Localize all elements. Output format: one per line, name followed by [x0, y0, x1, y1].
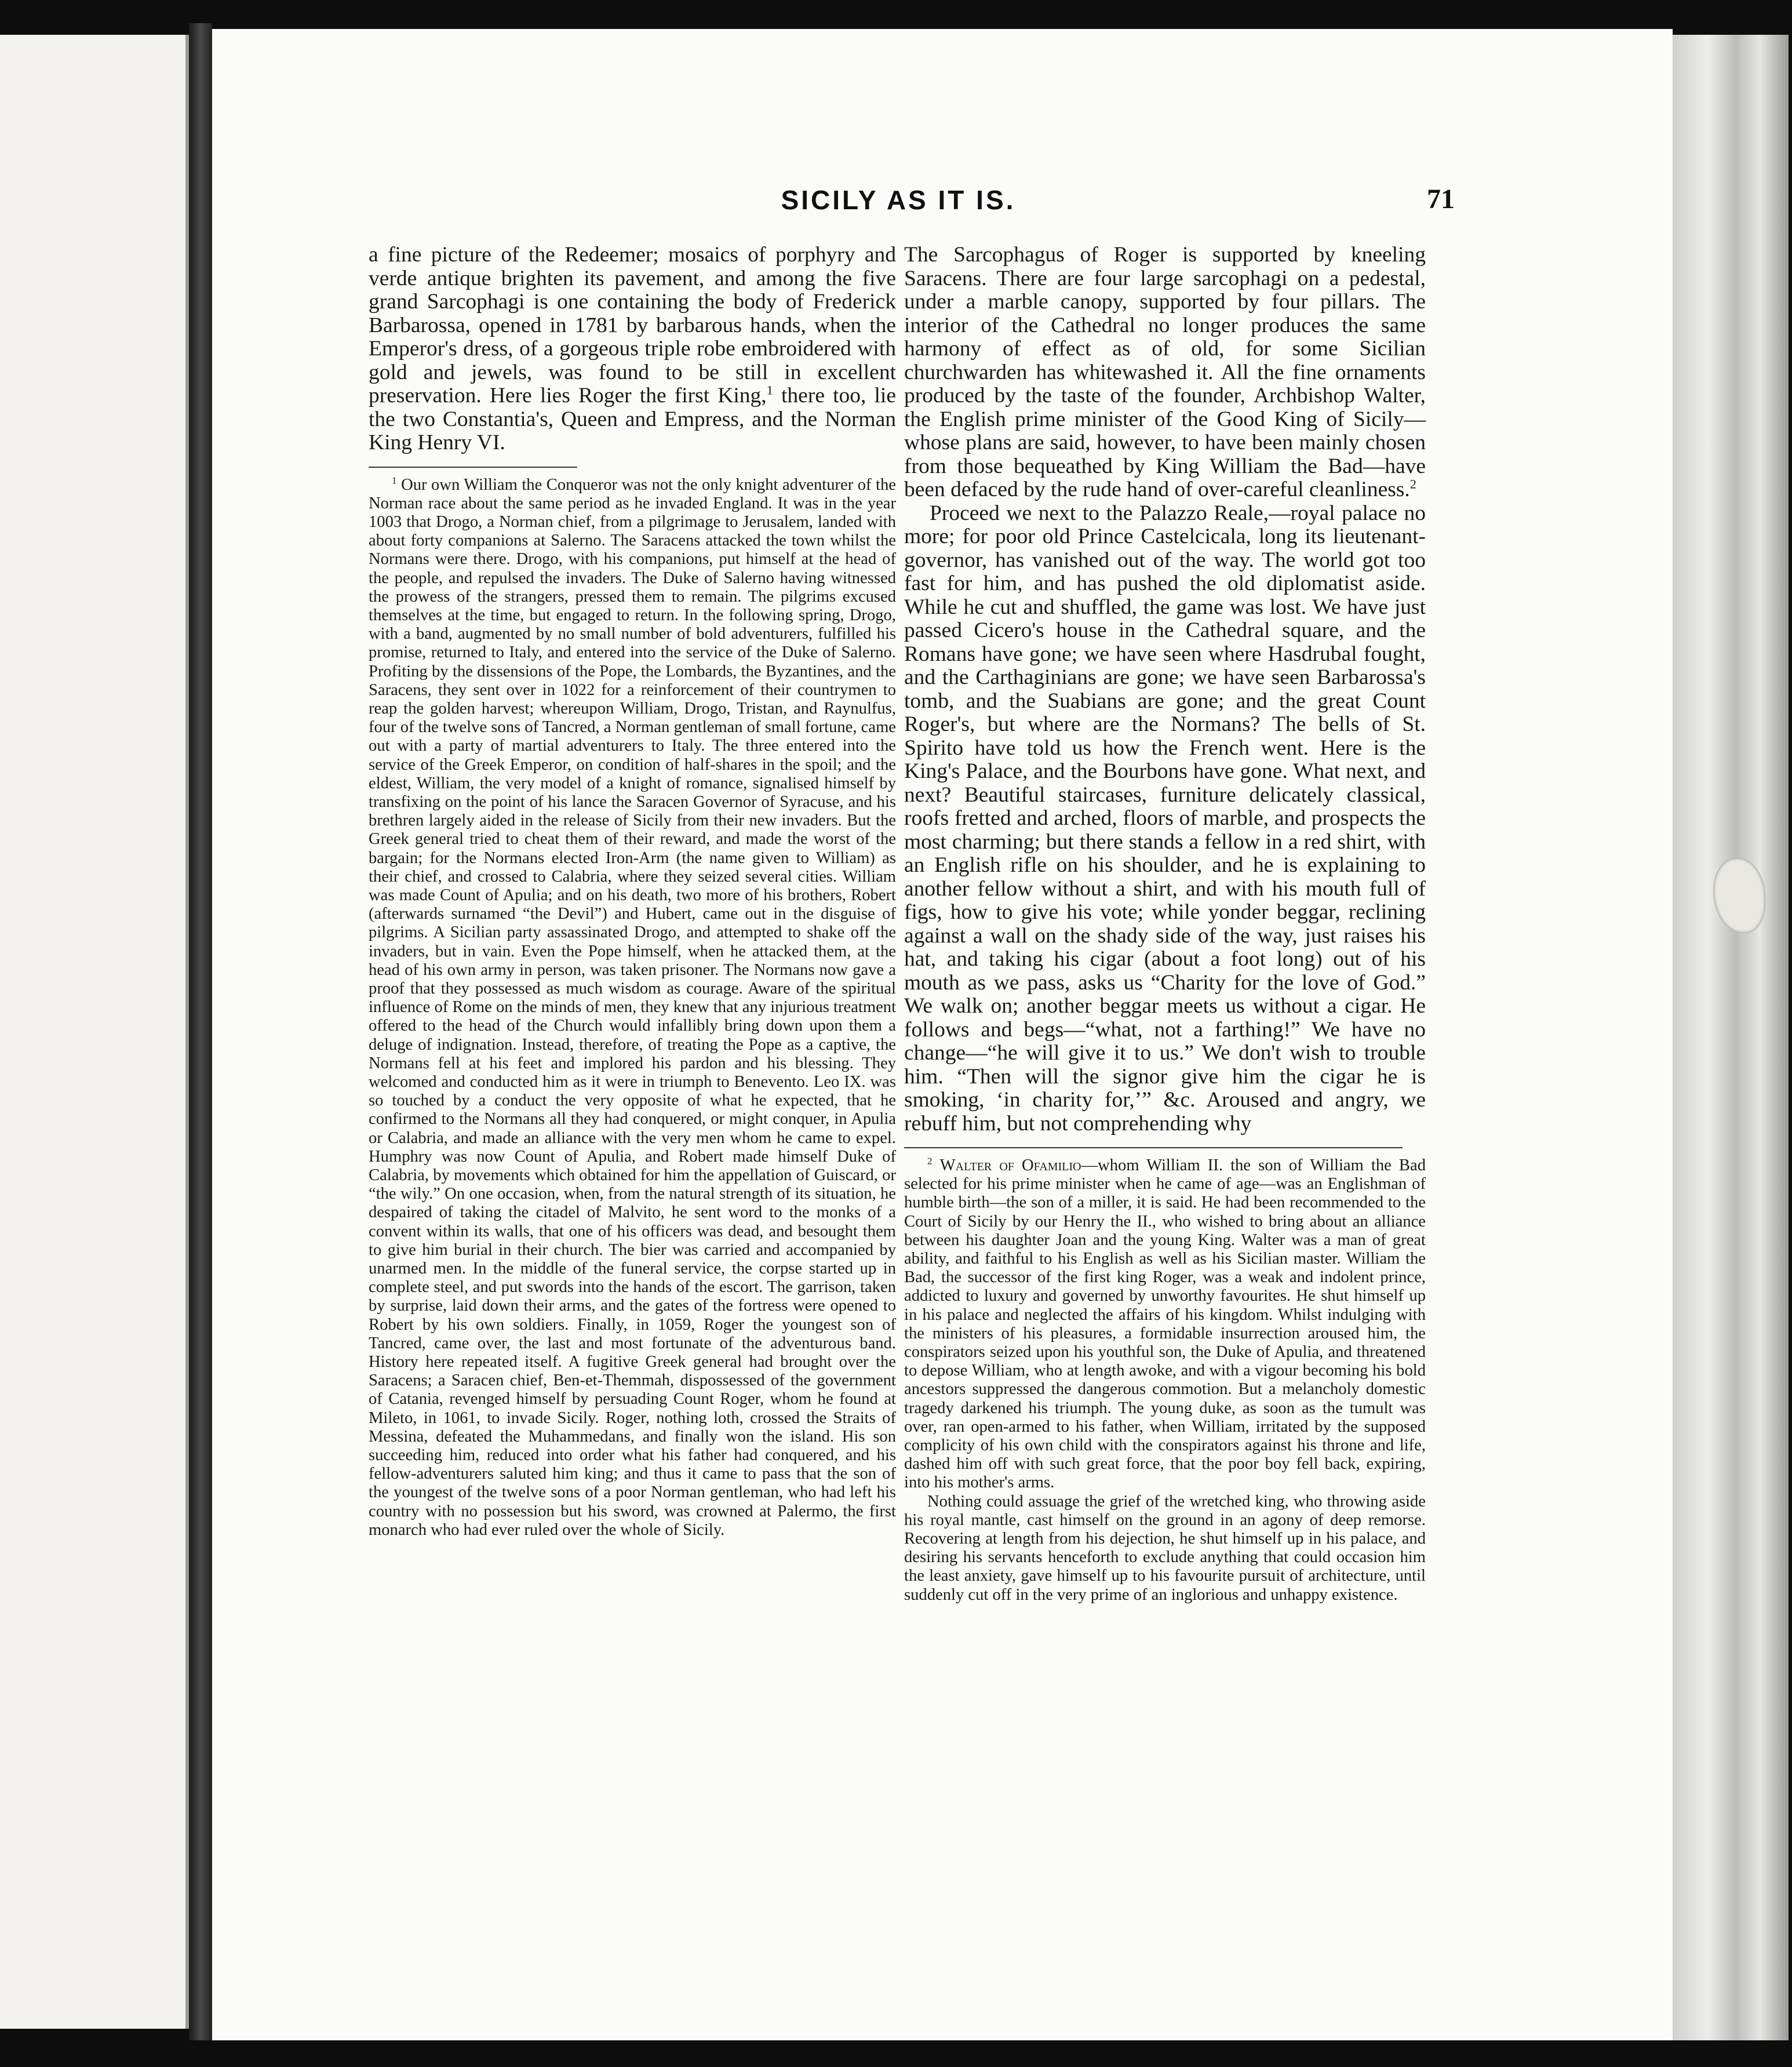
- body-paragraph: Proceed we next to the Palazzo Reale,—royal palace no more; for poor old Prince Castelcicala, long its lieutenant-governor, has vanished out of the way. The world got too fast for him, and has pushed the old diplomatist aside. While he cut and shuffled, the game was lost. We have just passed Cicero's house in the Cathedral square, and the Romans have gone; we have seen where Hasdrubal fought, and the Carthaginians are gone; we have seen Barbarossa's tomb, and the Suabians are gone; and the great Count Roger's, but where are the Normans? The bells of St. Spirito have told us how the French went. Here is the King's Palace, and the Bourbons have gone. What next, and next? Beautiful staircases, furniture delicately classical, roofs fretted and arched, floors of marble, and prospects the most charming; but there stands a fellow in a red shirt, with an English rifle on his shoulder, and he is explaining to another fellow without a shirt, and with his mouth full of figs, how to give his vote; while yonder beggar, reclining against a wall on the shady side of the way, just raises his hat, and taking his cigar (about a foot long) out of his mouth as we pass, asks us “Charity for the love of God.” We walk on; another beggar meets us without a cigar. He follows and begs—“what, not a farthing!” We have no change—“he will give it to us.” We don't wish to trouble him. “Then will the signor give him the cigar he is smoking, ‘in charity for,’” &c. Aroused and angry, we rebuff him, but not comprehending why: [904, 501, 1426, 1136]
- page-stack-edge: [1673, 35, 1789, 2040]
- footnote: $^1$ Our own William the Conqueror was not the only knight adventurer of the Norman race about the same period as he invaded England. It was in the year 1003 that Drogo, a Norman chief, from a pilgrimage to Jerusalem, landed with about forty companions at Salerno. The Saracens attacked the town whilst the Normans were there. Drogo, with his companions, put himself at the head of the people, and repulsed the invaders. The Duke of Salerno having witnessed the prowess of the strangers, pressed them to remain. The pilgrims excused themselves at the time, but engaged to return. In the following spring, Drogo, with a band, augmented by no small number of bold adventurers, fulfilled his promise, returned to Italy, and entered into the service of the Duke of Salerno. Profiting by the dissensions of the Pope, the Lombards, the Byzantines, and the Saracens, they sent over in 1022 for a reinforcement of their countrymen to reap the golden harvest; whereupon William, Drogo, Tristan, and Raynulfus, four of the twelve sons of Tancred, a Norman gentleman of small fortune, came out with a party of martial adventurers to Italy. The three entered into the service of the Greek Emperor, on condition of half-shares in the spoil; and the eldest, William, the very model of a knight of romance, signalised himself by transfixing on the point of his lance the Saracen Governor of Syracuse, and his brethren largely aided in the release of Sicily from their new invaders. But the Greek general tried to cheat them of their reward, and made the worst of the bargain; for the Normans elected Iron-Arm (the name given to William) as their chief, and crossed to Calabria, where they seized several cities. William was made Count of Apulia; and on his death, two more of his brothers, Robert (afterwards surnamed “the Devil”) and Hubert, came out in the disguise of pilgrims. A Sicilian party assassinated Drogo, and attempted to shake off the invaders, but in vain. Even the Pope himself, when he attacked them, at the head of his own army in person, was taken prisoner. The Normans now gave a proof that they possessed as much wisdom as courage. Aware of the spiritual influence of Rome on the minds of men, they knew that any injurious treatment offered to the head of the Church would infallibly bring down upon them a deluge of indignation. Instead, therefore, of treating the Pope as a captive, the Normans fell at his feet and implored his pardon and his blessing. They welcomed and conducted him as it were in triumph to Benevento. Leo IX. was so touched by a conduct the very opposite of what he expected, that he confirmed to the Normans all they had conquered, or might conquer, in Apulia or Calabria, and made an alliance with the very men whom he came to expel. Humphry was now Count of Apulia, and Robert made himself Duke of Calabria, by movements which obtained for him the appellation of Guiscard, or “the wily.” On one occasion, when, from the natural strength of its situation, he despaired of taking the citadel of Malvito, he sent word to the monks of a convent within its walls, that one of his officers was dead, and besought them to give him burial in their church. The bier was carried and accompanied by unarmed men. In the middle of the funeral service, the corpse started up in complete steel, and put swords into the hands of the escort. The garrison, taken by surprise, laid down their arms, and the gates of the fortress were opened to Robert by his own soldiers. Finally, in 1059, Roger the youngest son of Tancred, came over, the last and most fortunate of the adventurous band. History here repeated itself. A fugitive Greek general had brought over the Saracens; a Saracen chief, Ben-et-Themmah, dispossessed of the government of Catania, revenged himself by persuading Count Roger, whom he found at Mileto, in 1061, to invade Sicily. Roger, nothing loth, crossed the Straits of Messina, defeated the Muhammedans, and finally won the island. His son succeeding him, reduced into order what his father had conquered, and his fellow-adventurers saluted him king; and thus it came to pass that the son of the youngest of the twelve sons of a poor Norman gentleman, who had left his country with no possession but his sword, was crowned at Palermo, the first monarch who had ever ruled over the whole of Sicily.: [369, 474, 897, 1539]
- right-column: [904, 243, 1426, 1604]
- facing-page-edge: [0, 35, 189, 2029]
- body-paragraph: The Sarcophagus of Roger is supported by kneeling Saracens. There are four large sarcophagi on a pedestal, under a marble canopy, supported by four pillars. The interior of the Cathedral no longer produces the same harmony of effect as of old, for some Sicilian churchwarden has whitewashed it. All the fine ornaments produced by the taste of the founder, Archbishop Walter, the English prime minister of the Good King of Sicily—whose plans are said, however, to have been mainly chosen from those bequeathed by King William the Bad—have been defaced by the rude hand of over-careful cleanliness.$^2$: [904, 243, 1426, 501]
- footnote-marker: 2: [927, 1155, 933, 1167]
- footnote-ref: 2: [1409, 476, 1417, 492]
- page-number: 71: [1427, 184, 1455, 214]
- book-gutter: [189, 23, 212, 2040]
- footnote: $^2$ Walter of Ofamilio—whom William II. the son of William the Bad selected for his prime minister when he came of age—was an Englishman of humble birth—the son of a miller, it is said. He had been recommended to the Court of Sicily by our Henry the II., who wished to bring about an alliance between his daughter Joan and the young King. Walter was a man of great ability, and faithful to his English as well as his Sicilian master. William the Bad, the successor of the first king Roger, was a weak and indolent prince, addicted to luxury and governed by unworthy favourites. He shut himself up in his palace and neglected the affairs of his kingdom. Whilst indulging with the ministers of his pleasures, a formidable insurrection aroused him, the conspirators seized upon his youthful son, the Duke of Apulia, and threatened to depose William, who at length awoke, and with a vigour becoming his bold ancestors suppressed the dangerous commotion. But a melancholy domestic tragedy darkened his triumph. The young duke, as soon as the tumult was over, ran open-armed to his father, when William, irritated by the supposed complicity of his own child with the conspirators against his throne and life, dashed him off with such great force, that the poor boy fell back, expiring, into his mother's arms.: [904, 1155, 1426, 1492]
- footnote-marker: 1: [392, 474, 397, 486]
- footnote-ref: 1: [766, 383, 773, 398]
- footnote-rule: [904, 1147, 1403, 1148]
- body-paragraph: a fine picture of the Redeemer; mosaics of porphyry and verde antique brighten its pavement, and among the five grand Sarcophagi is one containing the body of Frederick Barbarossa, opened in 1781 by barbarous hands, when the Emperor's dress, of a gorgeous triple robe embroidered with gold and jewels, was found to be still in excellent preservation. Here lies Roger the first King,$^1$ there too, lie the two Constantia's, Queen and Empress, and the Norman King Henry VI.: [369, 243, 896, 454]
- footnote-continuation: Nothing could assuage the grief of the wretched king, who throwing aside his royal mantle, cast himself on the ground in an agony of deep remorse. Recovering at length from his dejection, he shut himself up in his palace, and desiring his servants henceforth to exclude anything that could occasion him the least anxiety, gave himself up to his favourite pursuit of architecture, until suddenly cut off in the very prime of an inglorious and unhappy existence.: [904, 1492, 1426, 1604]
- footnote-rule: [369, 467, 577, 468]
- left-column: [369, 243, 896, 1540]
- footnote-name: Walter of Ofamilio: [939, 1156, 1081, 1174]
- running-head: SICILY AS IT IS.: [781, 185, 1016, 215]
